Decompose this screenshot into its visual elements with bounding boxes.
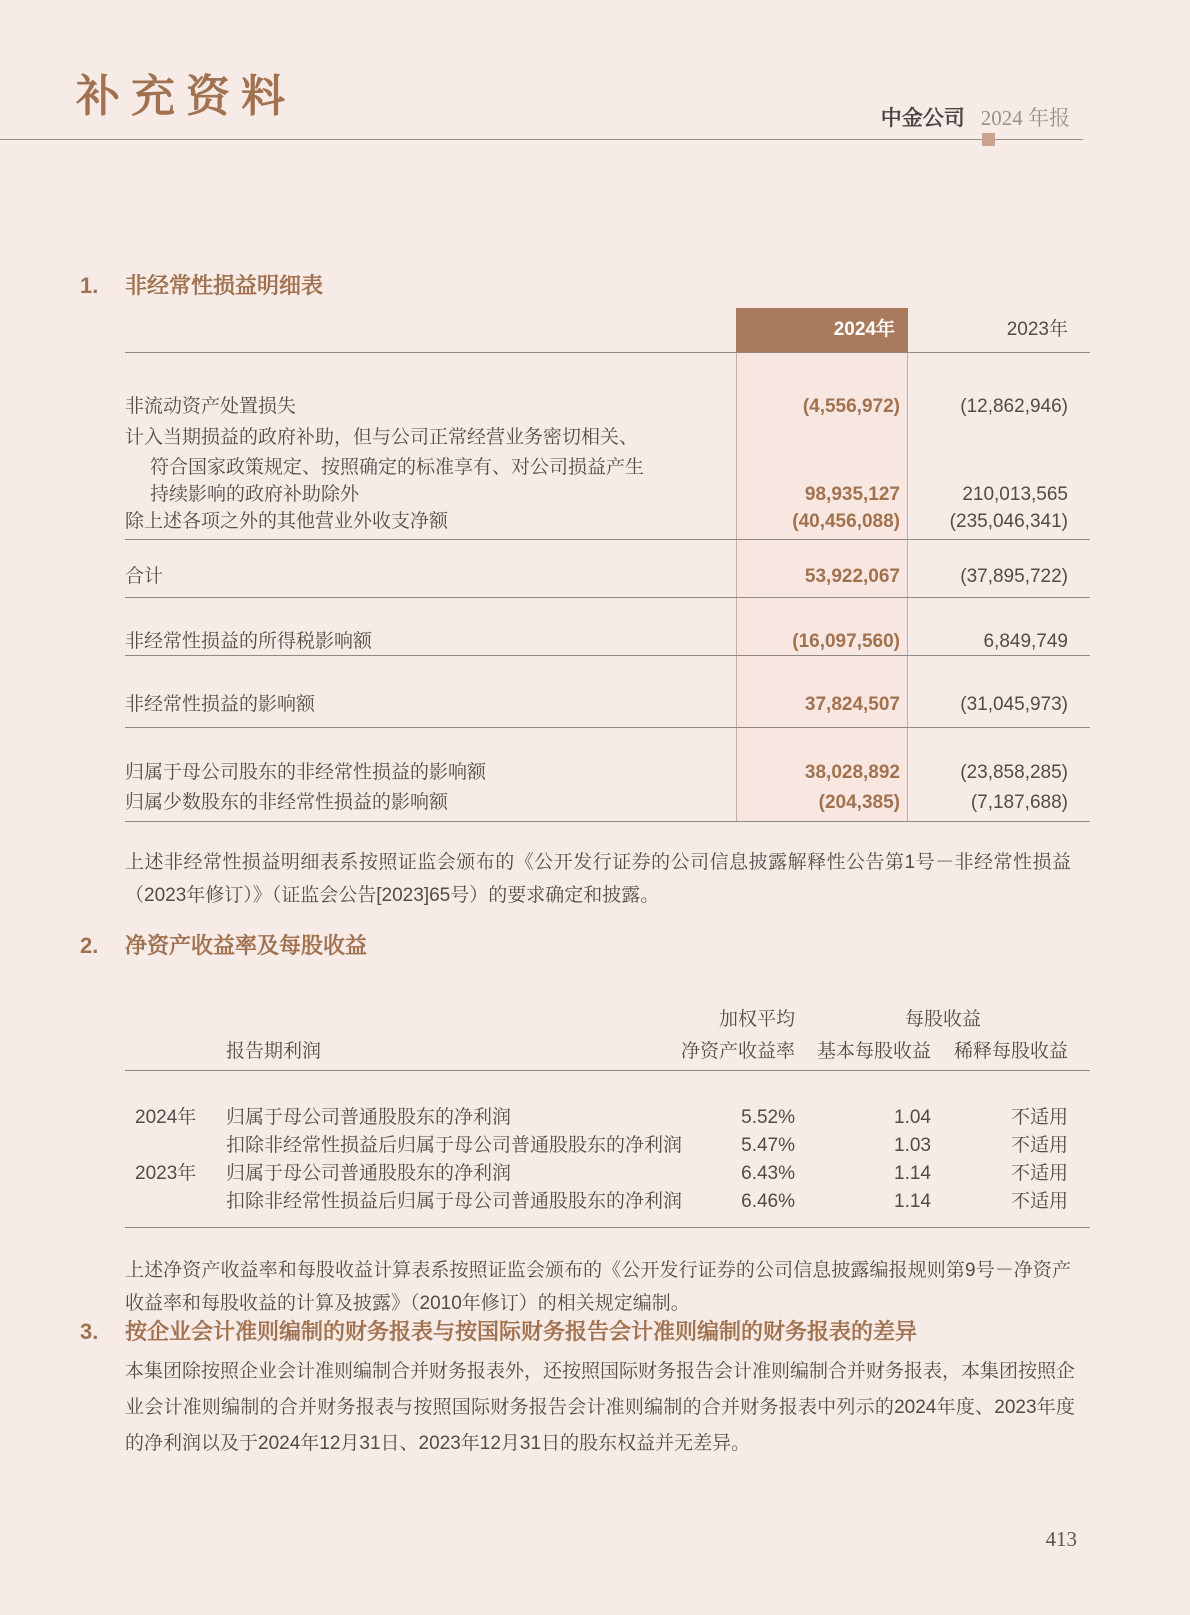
table2-header-diluted-eps: 稀释每股收益 <box>953 1041 1068 1062</box>
table-cell-roe: 5.47% <box>741 1135 795 1156</box>
table2-bottom-rule <box>125 1227 1090 1228</box>
table1-bottom-rule <box>125 821 1090 822</box>
table-cell-basic-eps: 1.03 <box>894 1135 931 1156</box>
table-cell-2023: (23,858,285) <box>960 762 1068 783</box>
table1-rule <box>125 597 1090 598</box>
table-row-label: 非经常性损益的所得税影响额 <box>125 631 373 652</box>
table-row-year: 2023年 <box>135 1163 197 1184</box>
table-cell-2023: (12,862,946) <box>960 396 1068 417</box>
table-row-label: 非经常性损益的影响额 <box>125 694 316 715</box>
table-cell-roe: 5.52% <box>741 1107 795 1128</box>
table-cell-2023: (37,895,722) <box>960 566 1068 587</box>
table2-top-rule <box>125 1070 1090 1071</box>
table1-header-2024: 2024年 <box>736 308 908 352</box>
section2-note: 上述净资产收益率和每股收益计算表系按照证监会颁布的《公开发行证券的公司信息披露编报规则第9号－净资产收益率和每股收益的计算及披露》（2010年修订）的相关规定编制。 <box>125 1260 1071 1314</box>
table-cell-2024: 37,824,507 <box>804 694 900 715</box>
table-row-label: 计入当期损益的政府补助，但与公司正常经营业务密切相关、 <box>125 427 639 448</box>
table-cell-2023: (7,187,688) <box>970 792 1068 813</box>
report-year: 2024 年报 <box>980 106 1070 130</box>
table-row-label: 归属于母公司普通股股东的净利润 <box>226 1107 512 1128</box>
non-recurring-items-table <box>125 308 1090 822</box>
table1-rule <box>125 539 1090 540</box>
section3-number: 3. <box>80 1319 99 1344</box>
table-row-label: 除上述各项之外的其他营业外收支净额 <box>125 511 449 532</box>
table-cell-2024: (4,556,972) <box>802 396 900 417</box>
table-row-label: 归属少数股东的非经常性损益的影响额 <box>125 792 449 813</box>
header-meta <box>881 102 1070 132</box>
page-number: 413 <box>1045 1527 1077 1551</box>
table-row-label: 非流动资产处置损失 <box>125 396 297 417</box>
table2-group-header-weighted: 加权平均 <box>718 1009 795 1030</box>
header-divider <box>0 139 1083 140</box>
table-cell-2023: (31,045,973) <box>960 694 1068 715</box>
roe-eps-table <box>125 1000 1090 1228</box>
table2-header-profit: 报告期利润 <box>226 1041 322 1062</box>
table1-rule <box>125 655 1090 656</box>
table1-header-2023: 2023年 <box>1006 319 1068 340</box>
table-cell-basic-eps: 1.04 <box>894 1107 931 1128</box>
table2-header-basic-eps: 基本每股收益 <box>816 1041 931 1062</box>
table-cell-2024: 38,028,892 <box>804 762 900 783</box>
table-cell-roe: 6.46% <box>741 1191 795 1212</box>
table1-rule <box>125 727 1090 728</box>
table-row-label: 持续影响的政府补助除外 <box>150 484 360 505</box>
section2-number: 2. <box>80 933 99 958</box>
table2-group-header-eps: 每股收益 <box>904 1009 981 1030</box>
table-cell-2024: (40,456,088) <box>792 511 900 532</box>
section1-note: 上述非经常性损益明细表系按照证监会颁布的《公开发行证券的公司信息披露解释性公告第1号－非经常性损益（2023年修订）》（证监会公告[2023]65号）的要求确定和披露。 <box>125 852 1071 906</box>
table-cell-2023: 210,013,565 <box>962 484 1068 505</box>
table-cell-basic-eps: 1.14 <box>894 1163 931 1184</box>
table-row-label: 归属于母公司股东的非经常性损益的影响额 <box>125 762 487 783</box>
table-cell-2023: 6,849,749 <box>983 631 1068 652</box>
company-name: 中金公司 <box>880 106 965 130</box>
table-row-label: 符合国家政策规定、按照确定的标准享有、对公司损益产生 <box>150 457 645 478</box>
table-cell-roe: 6.43% <box>741 1163 795 1184</box>
table-cell-2023: (235,046,341) <box>949 511 1068 532</box>
table-cell-diluted-eps: 不适用 <box>1010 1107 1068 1128</box>
table2-header-roe: 净资产收益率 <box>680 1041 795 1062</box>
table-row-label: 扣除非经常性损益后归属于母公司普通股股东的净利润 <box>226 1135 683 1156</box>
section2-title: 净资产收益率及每股收益 <box>125 933 368 958</box>
table-row-year: 2024年 <box>135 1107 197 1128</box>
table-cell-basic-eps: 1.14 <box>894 1191 931 1212</box>
table1-top-rule <box>125 352 1090 353</box>
table-cell-2024: 53,922,067 <box>804 566 900 587</box>
table-cell-2024: (16,097,560) <box>792 631 900 652</box>
header-divider-square <box>982 133 995 146</box>
table-cell-diluted-eps: 不适用 <box>1010 1191 1068 1212</box>
page-title: 补充资料 <box>76 72 296 121</box>
table-row-label: 扣除非经常性损益后归属于母公司普通股股东的净利润 <box>226 1191 683 1212</box>
table-cell-2024: (204,385) <box>818 792 900 813</box>
section3-body: 本集团除按照企业会计准则编制合并财务报表外，还按照国际财务报告会计准则编制合并财务报表，本集团按照企业会计准则编制的合并财务报表与按照国际财务报告会计准则编制的合并财务报表中列示的2024年度、2023年度的净利润以及于2024年12月31日、2023年12月31日的股东权益并无差异。 <box>125 1361 1076 1454</box>
section1-title: 非经常性损益明细表 <box>125 273 324 298</box>
section1-number: 1. <box>80 273 99 298</box>
table-row-label: 归属于母公司普通股股东的净利润 <box>226 1163 512 1184</box>
table-cell-diluted-eps: 不适用 <box>1010 1135 1068 1156</box>
table-cell-diluted-eps: 不适用 <box>1010 1163 1068 1184</box>
table-row-label: 合计 <box>125 566 164 587</box>
section3-title: 按企业会计准则编制的财务报表与按国际财务报告会计准则编制的财务报表的差异 <box>125 1319 918 1344</box>
table-cell-2024: 98,935,127 <box>804 484 900 505</box>
